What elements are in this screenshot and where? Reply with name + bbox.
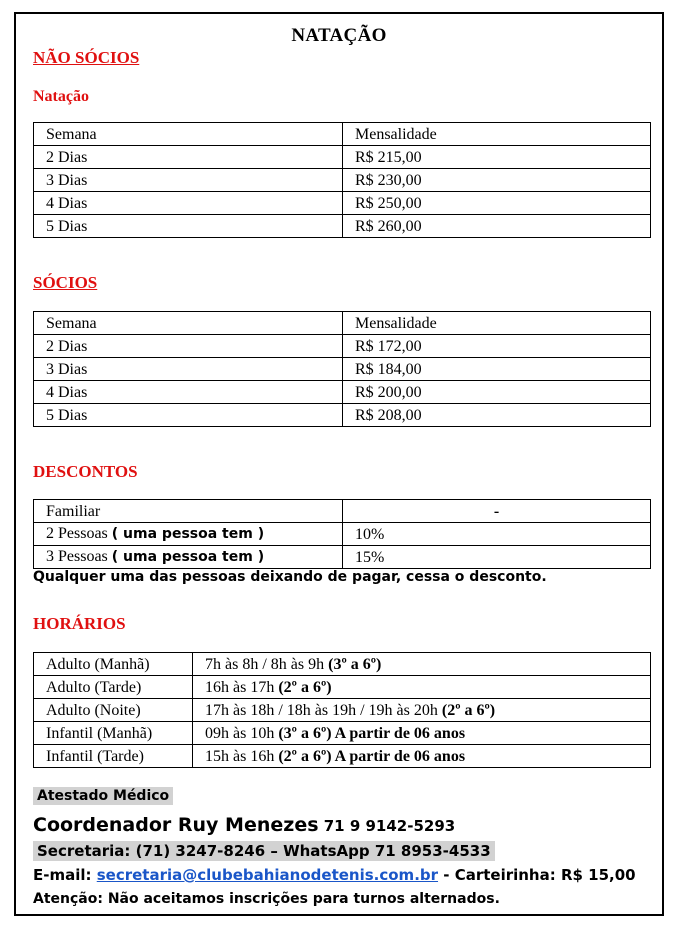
coordenador-line xyxy=(33,814,455,836)
cell-mensalidade: R$ 184,00 xyxy=(343,358,651,381)
cell-semana: 5 Dias xyxy=(34,404,343,427)
cell-mensalidade: R$ 172,00 xyxy=(343,335,651,358)
heading-socios: SÓCIOS xyxy=(33,273,98,292)
email-link[interactable]: secretaria@clubebahianodetenis.com.br xyxy=(96,866,439,884)
table-row xyxy=(34,699,651,722)
cell-semana: 4 Dias xyxy=(34,192,343,215)
cell-horario xyxy=(193,745,651,768)
table-row xyxy=(34,523,651,546)
cell-horario xyxy=(193,676,651,699)
table-row xyxy=(34,745,651,768)
cell-label xyxy=(34,523,343,546)
table-row xyxy=(34,653,651,676)
discount-label: 2 Pessoas xyxy=(46,525,112,542)
coordenador-name: Coordenador Ruy Menezes xyxy=(33,814,319,836)
atestado-line xyxy=(33,788,173,804)
cell-turma: Adulto (Tarde) xyxy=(34,676,193,699)
secretaria-contact: Secretaria: (71) 3247-8246 – WhatsApp 71 8953-4533 xyxy=(33,841,495,861)
page-title: NATAÇÃO xyxy=(291,25,387,46)
cell-turma: Infantil (Manhã) xyxy=(34,722,193,745)
table-row xyxy=(34,146,651,169)
table-row xyxy=(34,358,651,381)
time-range: 16h às 17h xyxy=(205,678,279,696)
cell-mensalidade: R$ 230,00 xyxy=(343,169,651,192)
cell-semana: 3 Dias xyxy=(34,358,343,381)
email-line xyxy=(33,866,636,884)
table-row xyxy=(34,335,651,358)
cell-value: - xyxy=(343,500,651,523)
time-range: 15h às 16h xyxy=(205,747,279,765)
table-row xyxy=(34,215,651,238)
table-header-row xyxy=(34,123,651,146)
cell-label: Familiar xyxy=(34,500,343,523)
socios-table xyxy=(33,311,651,427)
header-mensalidade: Mensalidade xyxy=(343,312,651,335)
cell-horario xyxy=(193,653,651,676)
table-row xyxy=(34,676,651,699)
days-range: (3º a 6º) xyxy=(328,655,382,673)
cell-mensalidade: R$ 200,00 xyxy=(343,381,651,404)
cell-mensalidade: R$ 250,00 xyxy=(343,192,651,215)
discount-note: Qualquer uma das pessoas deixando de pagar, cessa o desconto. xyxy=(33,569,547,585)
days-range: (2º a 6º) xyxy=(278,678,332,696)
heading-descontos: DESCONTOS xyxy=(33,462,138,481)
time-range: 09h às 10h xyxy=(205,724,279,742)
descontos-table xyxy=(33,499,651,569)
cell-mensalidade: R$ 260,00 xyxy=(343,215,651,238)
table-header-row xyxy=(34,312,651,335)
header-mensalidade: Mensalidade xyxy=(343,123,651,146)
cell-value: 15% xyxy=(343,546,651,569)
cell-turma: Infantil (Tarde) xyxy=(34,745,193,768)
carteirinha-price: - Carteirinha: R$ 15,00 xyxy=(438,866,636,884)
table-row xyxy=(34,722,651,745)
cell-value: 10% xyxy=(343,523,651,546)
subheading-natacao: Natação xyxy=(33,88,89,105)
nao-socios-table xyxy=(33,122,651,238)
header-semana: Semana xyxy=(34,312,343,335)
discount-condition: ( uma pessoa tem ) xyxy=(111,526,265,542)
days-range: (2º a 6º) xyxy=(441,701,496,719)
table-row xyxy=(34,381,651,404)
time-range: 7h às 8h / 8h às 9h xyxy=(205,655,329,673)
discount-condition: ( uma pessoa tem ) xyxy=(111,549,265,565)
cell-label xyxy=(34,546,343,569)
cell-turma: Adulto (Manhã) xyxy=(34,653,193,676)
cell-semana: 3 Dias xyxy=(34,169,343,192)
time-range: 17h às 18h / 18h às 19h / 19h às 20h xyxy=(205,701,442,719)
cell-turma: Adulto (Noite) xyxy=(34,699,193,722)
horarios-table xyxy=(33,652,651,768)
secretaria-line xyxy=(33,842,495,860)
discount-label: 3 Pessoas xyxy=(46,548,112,565)
days-range: (2º a 6º) A partir de 06 anos xyxy=(278,747,466,765)
coordenador-phone: 71 9 9142-5293 xyxy=(318,817,456,835)
table-row xyxy=(34,169,651,192)
atestado-label: Atestado Médico xyxy=(33,787,173,805)
header-semana: Semana xyxy=(34,123,343,146)
cell-semana: 5 Dias xyxy=(34,215,343,238)
cell-mensalidade: R$ 208,00 xyxy=(343,404,651,427)
document-page xyxy=(14,12,664,916)
heading-nao-socios: NÃO SÓCIOS xyxy=(33,48,140,67)
cell-semana: 2 Dias xyxy=(34,335,343,358)
cell-semana: 4 Dias xyxy=(34,381,343,404)
cell-horario xyxy=(193,722,651,745)
table-row xyxy=(34,546,651,569)
atencao-note: Atenção: Não aceitamos inscrições para turnos alternados. xyxy=(33,891,500,907)
cell-semana: 2 Dias xyxy=(34,146,343,169)
cell-mensalidade: R$ 215,00 xyxy=(343,146,651,169)
table-row xyxy=(34,192,651,215)
days-range: (3º a 6º) A partir de 06 anos xyxy=(278,724,466,742)
heading-horarios: HORÁRIOS xyxy=(33,614,126,633)
table-row xyxy=(34,404,651,427)
email-label: E-mail: xyxy=(33,866,97,884)
table-row xyxy=(34,500,651,523)
cell-horario xyxy=(193,699,651,722)
